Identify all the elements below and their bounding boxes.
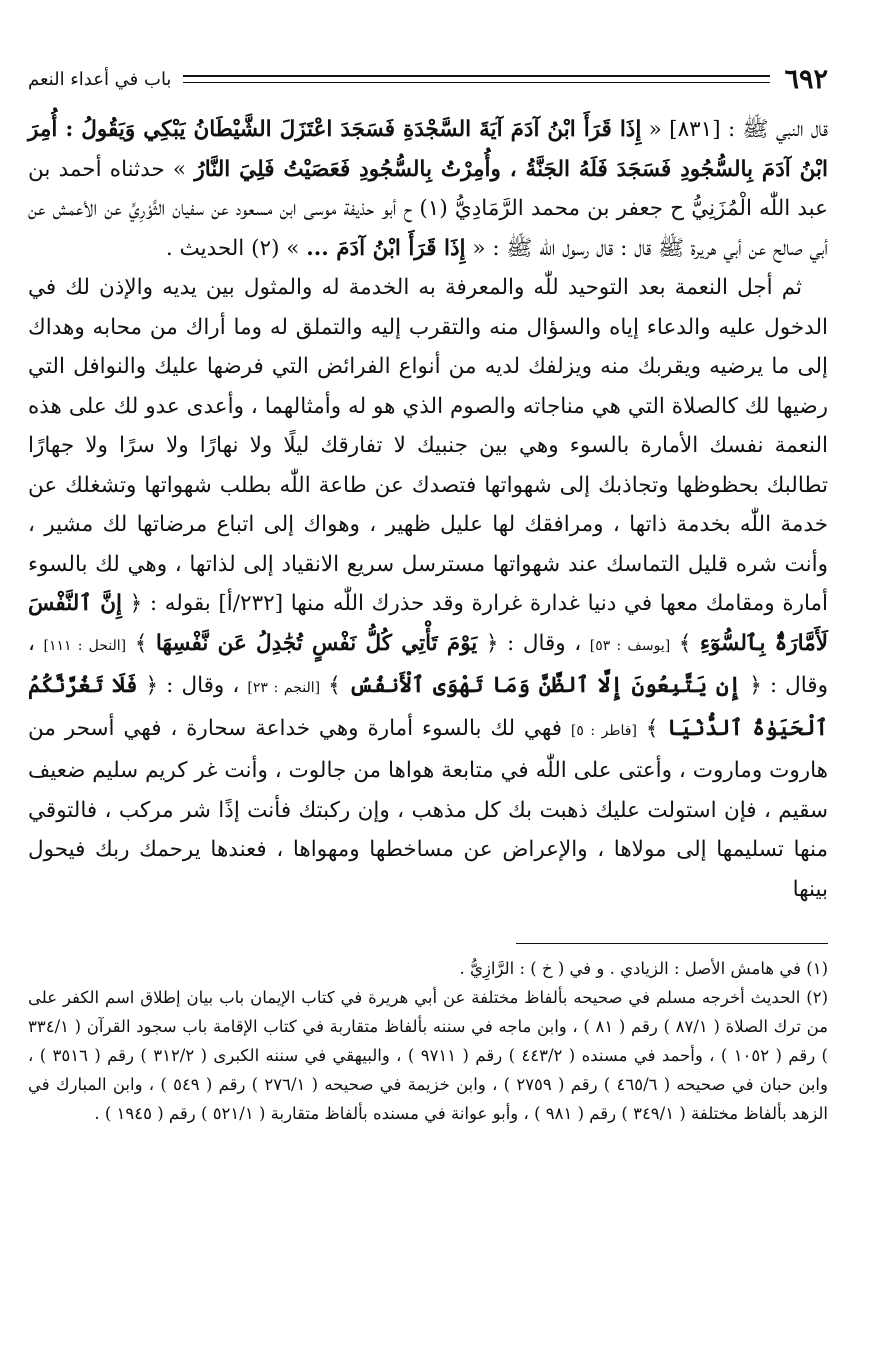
book-page [28, 60, 828, 1320]
page-number: ٦٩٢ [784, 63, 828, 95]
footnote-divider [516, 943, 828, 944]
verse-reference: [النجم : ٢٣] [247, 680, 321, 696]
paragraph-hadith [28, 110, 828, 268]
hadith-intro: قال النبي ﷺ : [٨٣١] « [641, 117, 828, 142]
verse-reference: [النحل : ١١١] [43, 637, 127, 654]
quran-verse: يَوْمَ تَأْتِي كُلُّ نَفْسٍ تُجَٰدِلُ عَن نَّفْسِهَا [155, 630, 478, 656]
footnotes [28, 954, 828, 1128]
footnote-2: (٢) الحديث أخرجه مسلم في صحيحه بألفاظ مختلفة عن أبي هريرة في كتاب الإيمان باب بيان إطلاق اسم الكفر على من ترك الصلاة ( ٨٧/١ ) رقم ( ٨١ ) ، وابن ماجه في سننه بألفاظ متقاربة في كتاب الإقامة باب سجود القرآن ( ٣٣٤/١ ) رقم ( ١٠٥٢ ) ، وأحمد في مسنده ( ٤٤٣/٢ ) رقم ( ٩٧١١ ) ، والبيهقي في سننه الكبرى ( ٣١٢/٢ ) رقم ( ٣٥١٦ ) ، وابن حبان في صحيحه ( ٤٦٥/٦ ) رقم ( ٢٧٥٩ ) ، وابن خزيمة في صحيحه ( ٢٧٦/١ ) رقم ( ٥٤٩ ) ، وابن المبارك في الزهد بألفاظ مختلفة ( ٣٤٩/١ ) رقم ( ٩٨١ ) ، وأبو عوانة في مسنده بألفاظ متقاربة ( ٥٢١/١ ) رقم ( ١٩٤٥ ) . [28, 988, 828, 1123]
paragraph-commentary: ثم أجل النعمة بعد التوحيد للّٰه والمعرفة به الخدمة له والمثول بين يديه والإذن لك في الدخول عليه والدعاء إياه والسؤال منه والتقرب إليه والتملق له وما أراك من محابه وهداك إلى ما يرضيه ويقربك منه ويزلفك لديه من أنواع الفرائض التي فرضها عليك والنوافل التي رضيها لك كالصلاة التي هي مناجاته والصوم الذي هو له وأمثالهما ، وأعدى عدو لك على هذه النعمة نفسك الأمارة بالسوء وهي بين جنبيك لا تفارقك ليلًا ولا نهارًا ولا سرًا ولا جهارًا تطالبك بحظوظها وتجاذبك إلى شهواتها فتصدك عن طاعة اللّٰه بطلب شهواتها وتشغلك عن خدمة اللّٰه بخدمة ذاتها ، ومرافقك لها عليل ظهير ، وهواك إلى اتباع مرضاتها لك مشير ، وأنت شره قليل التماسك عند شهواتها مسترسل سريع الانقياد إلى لذاتها ، وهي لك بالسوء أمارة ومقامك معها في دنيا غدارة غرارة وقد حذرك اللّٰه منها [٢٣٢/أ] بقوله : ﴿ إِنَّ ٱلنَّفْسَ لَأَمَّارَةٌۢ بِٱلسُّوٓءِ ﴾ [يوسف : ٥٣] ، وقال : ﴿ يَوْمَ تَأْتِي كُلُّ نَفْسٍ تُجَٰدِلُ عَن نَّفْسِهَا ﴾ [النحل : ١١١] ، وقال : ﴿ إِن يَتَّبِعُونَ إِلَّا ٱلظَّنَّ وَمَا تَهْوَى ٱلْأَنفُسُ ﴾ [النجم : ٢٣] ، وقال : ﴿ فَلَا تَغُرَّنَّكُمُ ٱلْحَيَوٰةُ ٱلدُّنْيَا ﴾ [فاطر : ٥] فهي لك بالسوء أمارة وهي خداعة سحارة ، فهي أسحر من هاروت وماروت ، وأعتى على اللّٰه في متابعة هواها من جالوت ، وأنت غر كريم سليم ضعيف سقيم ، فإن استولت عليك ذهبت بك كل مذهب ، وإن ركبتك فأنت إذًا شر مركب ، فالتوقي منها تسليمها إلى مولاها ، والإعراض عن مساخطها ومهواها ، فعندها يرحمك ربك فيحول بينها [28, 275, 829, 902]
commentary-text: ثم أجل النعمة بعد التوحيد للّٰه والمعرفة به الخدمة له والمثول بين يديه والإذن لك في الدخول عليه والدعاء إياه والسؤال منه والتقرب إليه والتملق له وما أراك من محابه وهداك إلى ما يرضيه ويقربك منه ويزلفك لديه من أنواع الفرائض التي فرضها عليك والنوافل التي رضيها لك كالصلاة التي هي مناجاته والصوم الذي هو له وأمثالهما ، وأعدى عدو لك على هذه النعمة نفسك الأمارة بالسوء وهي بين جنبيك لا تفارقك ليلًا ولا نهارًا ولا سرًا ولا جهارًا تطالبك بحظوظها وتجاذبك إلى شهواتها فتصدك عن طاعة اللّٰه بطلب شهواتها وتشغلك عن خدمة اللّٰه بخدمة ذاتها ، ومرافقك لها عليل ظهير ، وهواك إلى اتباع مرضاتها لك مشير ، وأنت شره قليل التماسك عند شهواتها مسترسل سريع الانقياد إلى لذاتها ، وهي لك بالسوء أمارة ومقامك معها في دنيا غدارة غرارة وقد حذرك اللّٰه منها [٢٣٢/أ] بقوله : ﴿ [28, 275, 829, 616]
chapter-title: باب في أعداء النعم [28, 68, 172, 90]
quran-verse: فَلَا تَغُرَّنَّكُمُ ٱلْحَيَوٰةُ ٱلدُّنْيَا [28, 673, 828, 741]
footnote-1: (١) في هامش الأصل : الزيادي . و في ( خ ) : الرَّازِيُّ . [459, 959, 828, 978]
header-rule [183, 75, 770, 83]
commentary-text: فهي لك بالسوء أمارة وهي خداعة سحارة ، فهي أسحر من هاروت وماروت ، وأعتى على اللّٰه في متابعة هواها من جالوت ، وأنت غر كريم سليم ضعيف سقيم ، فإن استولت عليك ذهبت بك كل مذهب ، وإن ركبتك فأنت إذًا شر مركب ، فالتوقي منها تسليمها إلى مولاها ، والإعراض عن مساخطها ومهواها ، فعندها يرحمك ربك فيحول بينها [28, 715, 828, 902]
quran-verse: إِن يَتَّبِعُونَ إِلَّا ٱلظَّنَّ وَمَا تَهْوَى ٱلْأَنفُسُ [348, 673, 742, 698]
quran-verse: إِنَّ ٱلنَّفْسَ لَأَمَّارَةٌۢ بِٱلسُّوٓءِ [28, 591, 828, 656]
hadith-text: إِذَا قَرَأَ ابْنُ آدَمَ آيَةَ السَّجْدَةِ فَسَجَدَ اعْتَزَلَ الشَّيْطَانُ يَبْكِي وَيَقُولُ : أُمِرَ ابْنُ آدَمَ بِالسُّجُودِ فَسَجَدَ فَلَهُ الجَنَّةُ ، وأُمِرْتُ بِالسُّجُودِ فَعَصَيْتُ فَلِيَ النَّارُ [28, 117, 828, 182]
main-text [28, 110, 828, 909]
isnad-chain: » حدثناه أحمد بن عبد اللّٰه الْمُزَنِيُّ ح جعفر بن محمد الرَّمَادِيُّ (١) ح أبو حذيفة موسى ابن مسعود عن سفيان الثَّوْرِيِّ عن الأعمش عن أبي صالح عن أبي هريرة ﷺ قال : قال رسول اللّٰه ﷺ : « [28, 156, 828, 261]
hadith-end: » (٢) الحديث . [165, 235, 307, 261]
verse-reference: [فاطر : ٥] [570, 722, 637, 739]
verse-reference: [يوسف : ٥٣] [589, 637, 671, 654]
commentary-text: ، وقال : ﴿ [477, 630, 582, 656]
commentary-text: ، وقال : ﴿ [137, 673, 240, 698]
commentary-text: ، وقال : ﴿ [28, 630, 828, 698]
hadith-text-short: إِذَا قَرَأَ ابْنُ آدَمَ ... [306, 235, 466, 261]
running-head [28, 60, 828, 98]
